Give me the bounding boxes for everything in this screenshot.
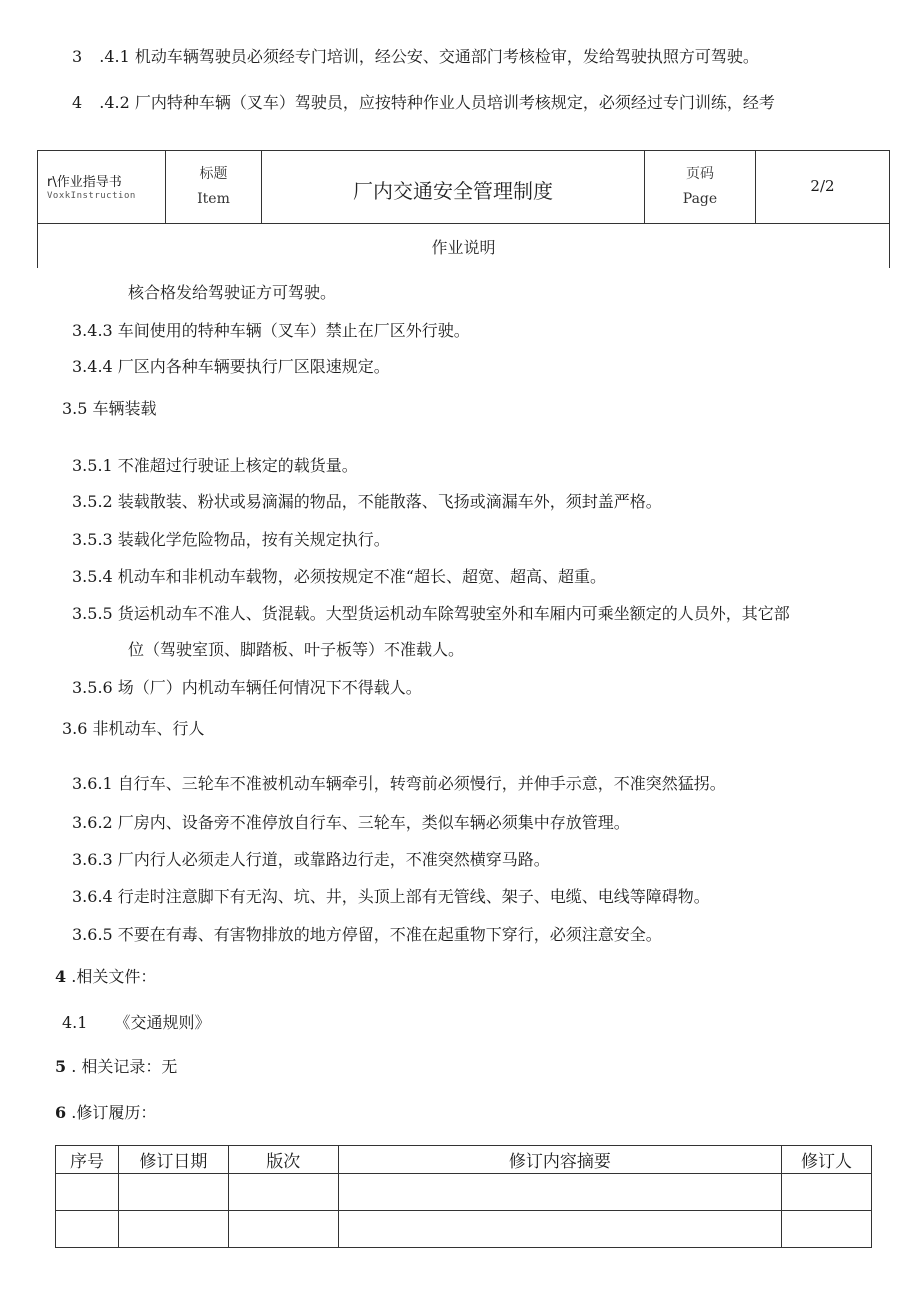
- document-header: [37, 150, 890, 268]
- logo-subtext: VoxkInstruction: [47, 191, 136, 201]
- table-cell: [782, 1211, 872, 1248]
- body-line: 核合格发给驾驶证方可驾驶。: [128, 283, 337, 302]
- section-text: .修订履历：: [66, 1103, 157, 1122]
- top-line-1: [72, 46, 759, 68]
- section-text: .相关文件：: [66, 967, 157, 986]
- title-label-cn: 标题: [199, 166, 228, 182]
- body-line: 位（驾驶室顶、脚踏板、叶子板等）不准载人。: [128, 640, 465, 659]
- table-cell: [228, 1211, 338, 1248]
- logo-text: r\作业指导书: [47, 175, 122, 190]
- item-text: 《交通规则》: [114, 1013, 211, 1032]
- top-line-2-num: 4: [72, 93, 83, 112]
- table-cell: [228, 1174, 338, 1211]
- revision-table: [55, 1145, 872, 1248]
- table-cell: [338, 1174, 781, 1211]
- column-header: 修订内容摘要: [338, 1146, 781, 1174]
- table-row: [56, 1174, 872, 1211]
- title-cell: [262, 151, 645, 223]
- body-line: 3.6.4 行走时注意脚下有无沟、坑、井，头顶上部有无管线、架子、电缆、电线等障碍物。: [72, 887, 710, 906]
- section-related-records: [55, 1056, 177, 1078]
- top-line-1-text: .4.1 机动车辆驾驶员必须经专门培训，经公安、交通部门考核检审，发给驾驶执照方可驾驶。: [99, 47, 759, 66]
- page-number: 2/2: [810, 177, 835, 195]
- document-title: 厂内交通安全管理制度: [353, 179, 553, 203]
- body-line: 3.5.5 货运机动车不准人、货混载。大型货运机动车除驾驶室外和车厢内可乘坐额定的人员外，其它部: [72, 604, 790, 623]
- column-header: 序号: [56, 1146, 119, 1174]
- table-cell: [338, 1211, 781, 1248]
- body-line: 3.6.2 厂房内、设备旁不准停放自行车、三轮车，类似车辆必须集中存放管理。: [72, 813, 630, 832]
- table-cell: [56, 1174, 119, 1211]
- section-num: 4: [55, 967, 67, 986]
- item-num: 4.1: [62, 1013, 88, 1032]
- header-row: [38, 151, 889, 224]
- table-cell: [118, 1174, 228, 1211]
- page-label-cn: 页码: [686, 166, 714, 182]
- logo-cell: [38, 151, 166, 223]
- body-line: 3.5.6 场（厂）内机动车辆任何情况下不得载人。: [72, 678, 422, 697]
- body-line: 3.5.2 装载散装、粉状或易滴漏的物品，不能散落、飞扬或滴漏车外，须封盖严格。: [72, 492, 662, 511]
- top-line-1-num: 3: [72, 47, 83, 66]
- column-header: 修订人: [782, 1146, 872, 1174]
- top-line-2: [72, 92, 775, 114]
- title-label-cell: [166, 151, 262, 223]
- body-line: 3.4.3 车间使用的特种车辆（叉车）禁止在厂区外行驶。: [72, 321, 470, 340]
- table-row: [56, 1211, 872, 1248]
- table-cell: [56, 1211, 119, 1248]
- column-header: 修订日期: [118, 1146, 228, 1174]
- section-num: 5: [55, 1057, 67, 1076]
- section-related-docs: [55, 966, 156, 988]
- page-label-en: Page: [682, 191, 718, 207]
- table-cell: [782, 1174, 872, 1211]
- table-cell: [118, 1211, 228, 1248]
- title-label-en: Item: [197, 191, 230, 207]
- page-number-cell: [756, 151, 889, 223]
- body-line: 3.6.1 自行车、三轮车不准被机动车辆牵引，转弯前必须慢行，并伸手示意，不准突然猛拐。: [72, 774, 726, 793]
- body-line: 3.6.3 厂内行人必须走人行道，或靠路边行走，不准突然横穿马路。: [72, 850, 550, 869]
- body-line: 3.6.5 不要在有毒、有害物排放的地方停留，不准在起重物下穿行，必须注意安全。: [72, 925, 662, 944]
- section-num: 6: [55, 1103, 67, 1122]
- section-revision-history: [55, 1102, 156, 1124]
- column-header: 版次: [228, 1146, 338, 1174]
- body-line: 3.4.4 厂区内各种车辆要执行厂区限速规定。: [72, 357, 390, 376]
- section-heading: 3.5 车辆装载: [62, 399, 157, 418]
- page-label-cell: [645, 151, 756, 223]
- body-line: 3.5.1 不准超过行驶证上核定的载货量。: [72, 456, 358, 475]
- section-title: 作业说明: [431, 238, 496, 257]
- section-heading: 3.6 非机动车、行人: [62, 719, 205, 738]
- section-row: [38, 223, 889, 269]
- top-line-2-text: .4.2 厂内特种车辆（叉车）驾驶员，应按特种作业人员培训考核规定，必须经过专门训练，经考: [99, 93, 775, 112]
- body-line: 3.5.4 机动车和非机动车载物，必须按规定不准“超长、超宽、超高、超重。: [72, 567, 606, 586]
- body-line: 3.5.3 装载化学危险物品，按有关规定执行。: [72, 530, 390, 549]
- table-header-row: [56, 1146, 872, 1174]
- section-text: . 相关记录：无: [66, 1057, 178, 1076]
- section-doc-item: [62, 1012, 211, 1034]
